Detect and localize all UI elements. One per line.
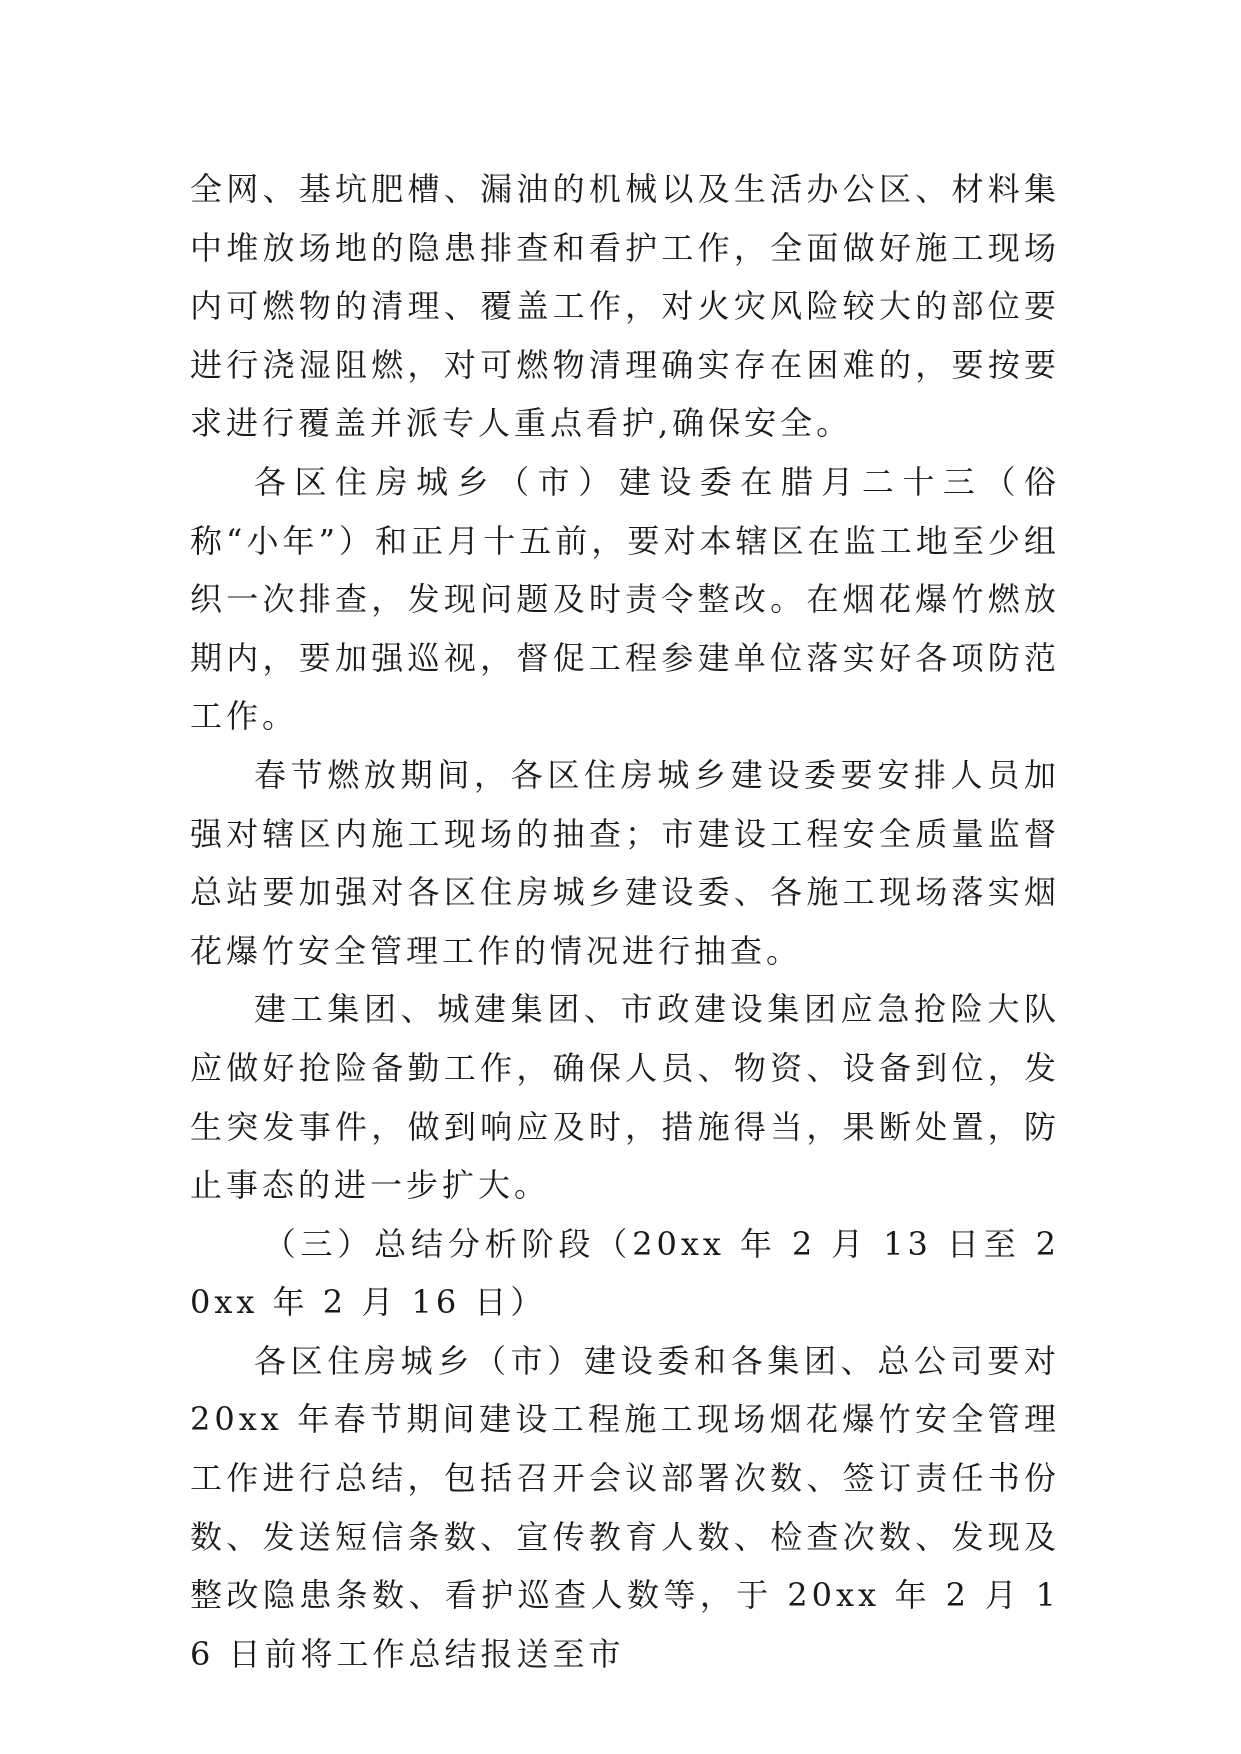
paragraph-summary-report: 各区住房城乡（市）建设委和各集团、总公司要对 20xx 年春节期间建设工程施工现场烟花爆竹安全管理工作进行总结，包括召开会议部署次数、签订责任书份数、发送短信条数、宣传教育人数、检查次数、发现及整改隐患条数、看护巡查人数等，于 20xx 年 2 月 16 日前将工作总结报送至市 xyxy=(190,1341,1060,1673)
section-heading-summary-phase: （三）总结分析阶段（20xx 年 2 月 13 日至 20xx 年 2 月 16 日） xyxy=(190,1224,1060,1322)
document-body xyxy=(190,160,1060,1683)
paragraph-spot-checks: 春节燃放期间，各区住房城乡建设委要安排人员加强对辖区内施工现场的抽查；市建设工程安全质量监督总站要加强对各区住房城乡建设委、各施工现场落实烟花爆竹安全管理工作的情况进行抽查。 xyxy=(190,755,1060,970)
paragraph-district-inspection: 各区住房城乡（市）建设委在腊月二十三（俗称“小年”）和正月十五前，要对本辖区在监工地至少组织一次排查，发现问题及时责令整改。在烟花爆竹燃放期内，要加强巡视，督促工程参建单位落实好各项防范工作。 xyxy=(190,462,1060,736)
paragraph-emergency-rescue: 建工集团、城建集团、市政建设集团应急抢险大队应做好抢险备勤工作，确保人员、物资、设备到位，发生突发事件，做到响应及时，措施得当，果断处置，防止事态的进一步扩大。 xyxy=(190,990,1060,1205)
paragraph-hazard-inspection: 全网、基坑肥槽、漏油的机械以及生活办公区、材料集中堆放场地的隐患排查和看护工作，全面做好施工现场内可燃物的清理、覆盖工作，对火灾风险较大的部位要进行浇湿阻燃，对可燃物清理确实存在困难的，要按要求进行覆盖并派专人重点看护,确保安全。 xyxy=(190,170,1060,443)
